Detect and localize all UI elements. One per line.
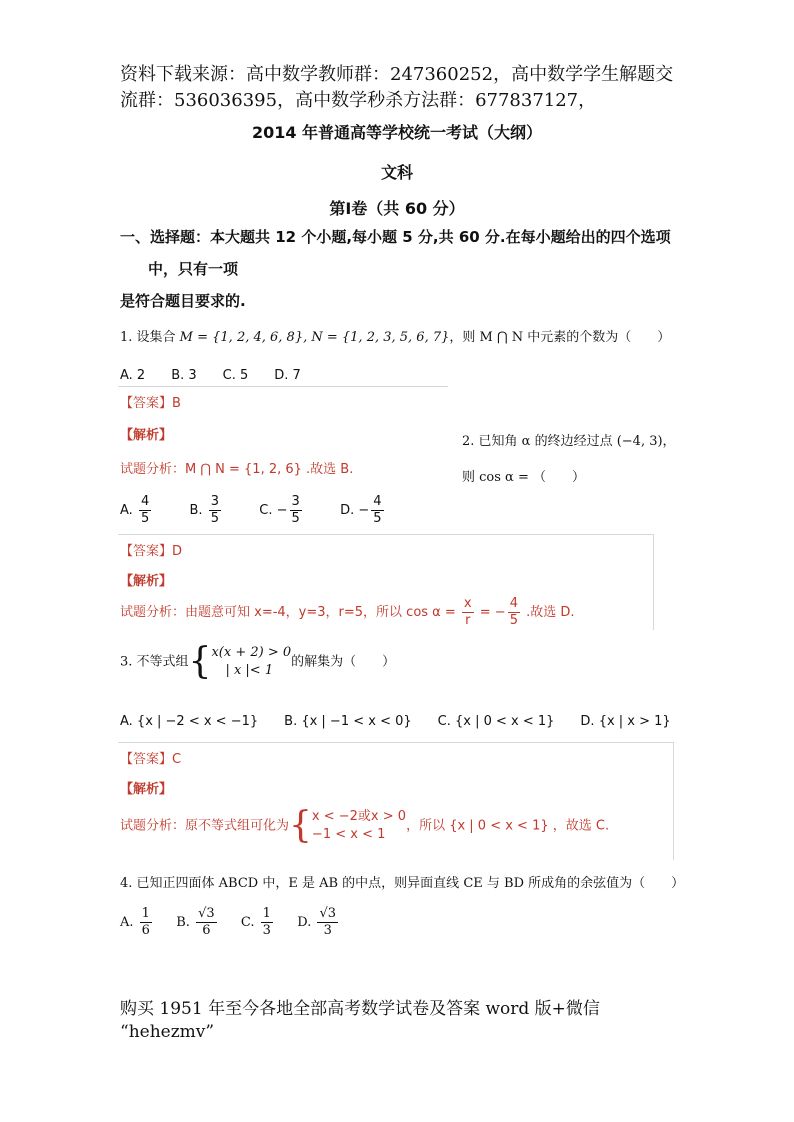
q3-stem-pre: 3. 不等式组 bbox=[120, 654, 189, 670]
q2-answer: 【答案】D bbox=[120, 544, 183, 559]
q2-option-a-fraction bbox=[139, 494, 151, 527]
q2-analysis-post: .故选 D. bbox=[521, 605, 575, 620]
q1-answer: 【答案】B bbox=[120, 396, 181, 411]
q2-option-a-label: A. bbox=[120, 503, 133, 518]
q2-an-denominator: r bbox=[465, 613, 471, 628]
question-4-stem: 4. 已知正四面体 ABCD 中，E 是 AB 的中点，则异面直线 CE 与 BD 所成角的余弦值为（ ） bbox=[120, 876, 685, 891]
q1-stem-post: ，则 M ⋂ N 中元素的个数为（ ） bbox=[449, 330, 671, 345]
q4-b-numerator: √3 bbox=[198, 906, 215, 921]
q2-a-numerator: 4 bbox=[140, 494, 150, 509]
q2-d-denominator: 5 bbox=[373, 511, 382, 526]
q4-b-denominator: 6 bbox=[202, 923, 211, 938]
q2-analysis-fraction-2 bbox=[508, 596, 520, 629]
q3-analysis-inequality-2: −1 < x < 1 bbox=[311, 827, 386, 842]
q2-an-denominator-2: 5 bbox=[509, 613, 518, 628]
q2-analysis-fraction-1 bbox=[462, 596, 474, 629]
question-3-options: A. {x | −2 < x < −1} B. {x | −1 < x < 0} C. {x | 0 < x < 1} D. {x | x > 1} bbox=[120, 714, 671, 729]
footer-line-2: “hehezmv” bbox=[120, 1022, 215, 1042]
exam-title: 2014 年普通高等学校统一考试（大纲） bbox=[251, 123, 543, 142]
q3-answer: 【答案】C bbox=[120, 752, 182, 767]
question-2-stem-line-2: 则 cos α = （ ） bbox=[462, 470, 585, 485]
q2-analysis-pre: 试题分析：由题意可知 x=-4，y=3，r=5，所以 cos α = bbox=[120, 605, 460, 620]
q2-answer-box-right bbox=[653, 534, 654, 630]
q4-d-numerator: √3 bbox=[319, 906, 337, 921]
q1-answer-box-top bbox=[118, 386, 448, 387]
question-4-options bbox=[120, 906, 340, 939]
source-line-1: 资料下载来源：高中数学教师群：247360252，高中数学学生解题交 bbox=[120, 64, 674, 85]
q4-option-c-label: C. bbox=[240, 915, 255, 930]
q2-option-d-label: D. bbox=[340, 503, 355, 518]
q2-analysis-mid: = − bbox=[475, 605, 506, 620]
q2-d-numerator: 4 bbox=[373, 494, 382, 509]
q3-analysis-post: ，所以 {x | 0 < x < 1} ，故选 C. bbox=[406, 818, 610, 834]
q4-c-denominator: 3 bbox=[262, 923, 271, 938]
source-line-2: 流群：536036395，高中数学秒杀方法群：677837127， bbox=[120, 90, 597, 111]
q3-inequality-2: | x |< 1 bbox=[225, 663, 274, 678]
q2-option-c-label: C. bbox=[259, 503, 273, 518]
section-instruction-line-2: 中，只有一项 bbox=[148, 260, 239, 278]
q3-brace: { bbox=[188, 641, 212, 682]
q2-d-sign: − bbox=[358, 503, 370, 518]
q2-an-numerator-2: 4 bbox=[509, 596, 518, 611]
q4-option-a-fraction bbox=[140, 906, 152, 939]
q1-analysis-label: 【解析】 bbox=[120, 428, 173, 443]
q3-analysis-pre: 试题分析：原不等式组可化为 bbox=[120, 818, 290, 834]
q2-an-numerator: x bbox=[463, 596, 472, 611]
section-instruction-line-1: 一、选择题：本大题共 12 个小题,每小题 5 分,共 60 分.在每小题给出的四个选项 bbox=[120, 228, 671, 246]
footer-line-1: 购买 1951 年至今各地全部高考数学试卷及答案 word 版+微信 bbox=[120, 999, 600, 1019]
q2-analysis-label: 【解析】 bbox=[120, 574, 173, 589]
q2-option-c-fraction bbox=[290, 494, 302, 527]
q4-option-d-label: D. bbox=[297, 915, 312, 930]
q3-analysis-label: 【解析】 bbox=[120, 782, 173, 797]
q3-analysis-system bbox=[312, 808, 406, 844]
q4-option-c-fraction bbox=[261, 906, 273, 939]
q4-option-b-label: B. bbox=[176, 915, 190, 930]
q3-answer-box-top bbox=[118, 742, 674, 743]
q2-option-d-fraction bbox=[371, 494, 383, 527]
exam-subject: 文科 bbox=[380, 163, 413, 182]
q3-analysis-brace: { bbox=[289, 805, 312, 846]
q2-option-b-fraction bbox=[209, 494, 221, 527]
q3-stem-post: 的解集为（ ） bbox=[291, 654, 396, 670]
q4-option-d-fraction bbox=[317, 906, 338, 939]
q4-d-denominator: 3 bbox=[323, 923, 332, 938]
q2-c-numerator: 3 bbox=[291, 494, 300, 509]
q2-c-denominator: 5 bbox=[291, 511, 300, 526]
question-1-stem bbox=[120, 326, 670, 345]
question-2-stem-line-1: 2. 已知角 α 的终边经过点 (−4, 3)， bbox=[462, 434, 676, 449]
q4-a-numerator: 1 bbox=[141, 906, 150, 921]
q3-analysis bbox=[120, 805, 610, 846]
question-1-options: A. 2 B. 3 C. 5 D. 7 bbox=[120, 368, 301, 383]
q3-system bbox=[211, 644, 291, 680]
q3-analysis-inequality-1: x < −2或x > 0 bbox=[311, 809, 407, 824]
q2-b-denominator: 5 bbox=[210, 511, 219, 526]
q2-answer-box-top bbox=[118, 534, 654, 535]
exam-volume: 第Ⅰ卷（共 60 分） bbox=[329, 199, 465, 218]
q1-analysis: 试题分析：M ⋂ N = {1, 2, 6} .故选 B. bbox=[120, 462, 354, 477]
question-2-options bbox=[120, 494, 386, 527]
q3-inequality-1: x(x + 2) > 0 bbox=[211, 645, 292, 660]
q3-answer-box-right bbox=[673, 742, 674, 860]
q2-b-numerator: 3 bbox=[210, 494, 219, 509]
q4-a-denominator: 6 bbox=[141, 923, 150, 938]
question-3-stem bbox=[120, 641, 396, 682]
q2-option-b-label: B. bbox=[189, 503, 203, 518]
q4-c-numerator: 1 bbox=[262, 906, 271, 921]
q1-sets: M = {1, 2, 4, 6, 8}, N = {1, 2, 3, 5, 6, 7} bbox=[179, 330, 450, 345]
q1-stem-pre: 1. 设集合 bbox=[120, 330, 180, 345]
q2-a-denominator: 5 bbox=[140, 511, 150, 526]
q2-c-sign: − bbox=[276, 503, 288, 518]
section-instruction-line-3: 是符合题目要求的. bbox=[120, 292, 246, 310]
q2-analysis bbox=[120, 596, 575, 629]
q4-option-b-fraction bbox=[196, 906, 217, 939]
q4-option-a-label: A. bbox=[120, 915, 134, 930]
